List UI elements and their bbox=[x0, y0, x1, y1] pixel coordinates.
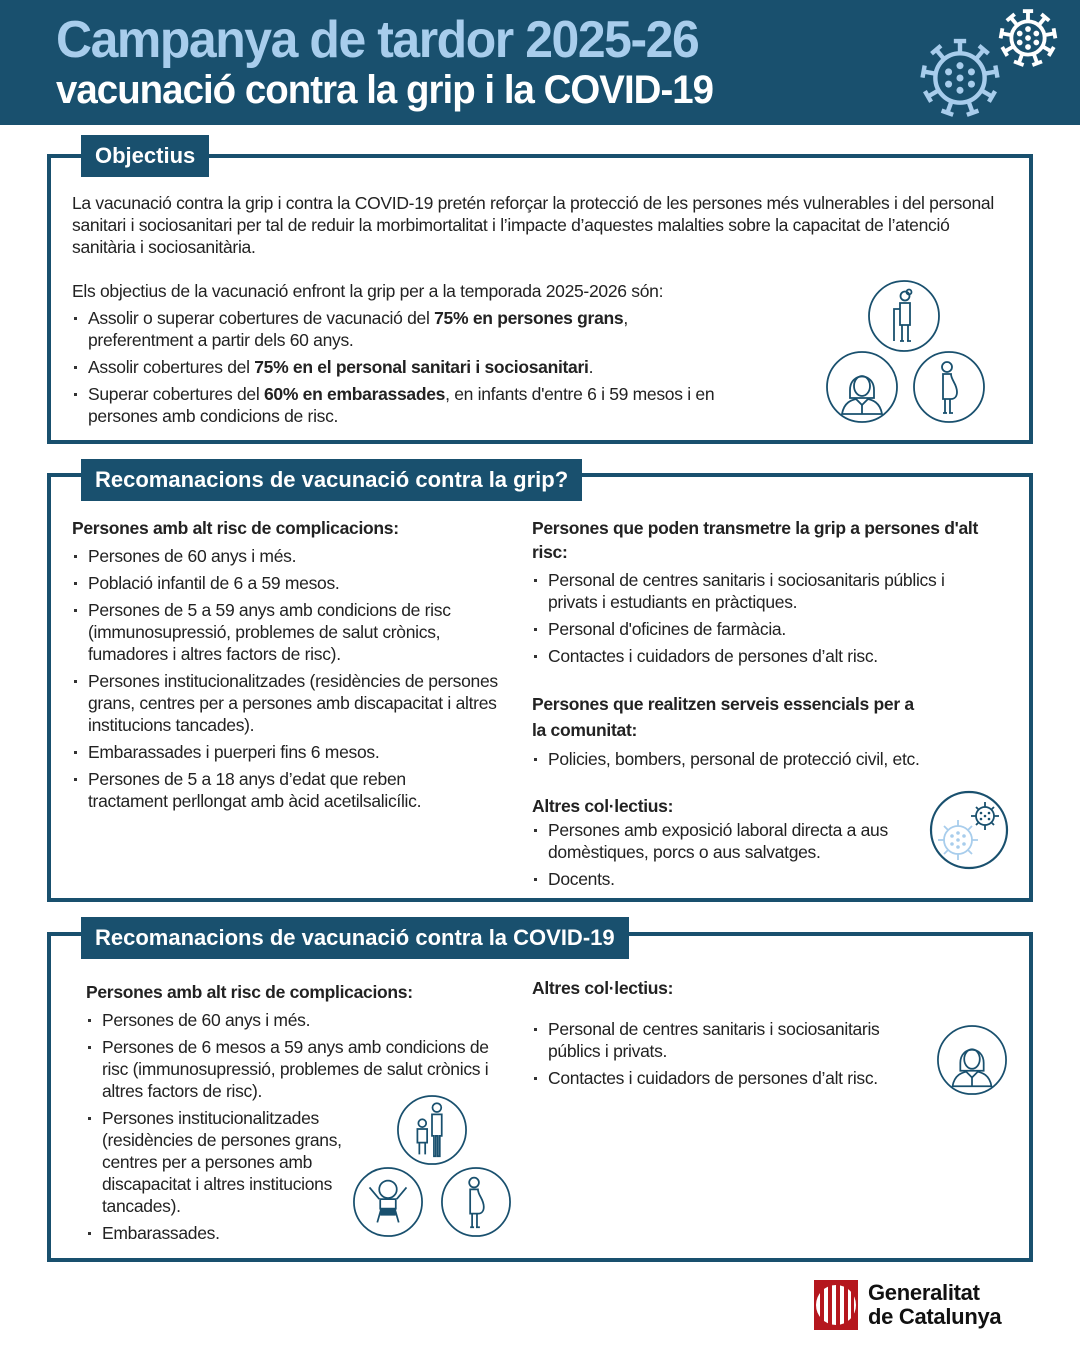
covid-title: Recomanacions de vacunació contra la COVID-19 bbox=[81, 917, 629, 959]
covid-right-heading: Altres col·lectius: bbox=[532, 978, 674, 998]
list-item: Contactes i cuidadors de persones d’alt risc. bbox=[532, 1067, 932, 1089]
baby-icon bbox=[352, 1166, 424, 1238]
list-item: Docents. bbox=[532, 868, 1002, 890]
objectius-list-block bbox=[72, 280, 812, 427]
list-item: Superar cobertures del 60% en embarassades, en infants d'entre 6 i 59 mesos i en persones amb condicions de risc. bbox=[72, 383, 772, 427]
grip-left-column bbox=[72, 516, 512, 812]
covid-right-list bbox=[532, 1018, 932, 1089]
list-item: Personal de centres sanitaris i sociosanitaris públics i privats. bbox=[532, 1018, 922, 1062]
list-item: Persones de 5 a 59 anys amb condicions de risc (immunosupressió, problemes de salut crònics, fumadores i altres factors de risc). bbox=[72, 599, 492, 665]
list-item: Persones de 5 a 18 anys d’edat que reben tractament perllongat amb àcid acetilsalicílic. bbox=[72, 768, 472, 812]
grip-left-list bbox=[72, 545, 512, 812]
grip-right-heading-2: Persones que realitzen serveis essencials per a la comunitat: bbox=[532, 694, 914, 740]
health-worker-icon bbox=[825, 350, 899, 424]
pregnant-woman-icon bbox=[912, 350, 986, 424]
generalitat-logo-text: Generalitat de Catalunya bbox=[868, 1280, 1002, 1329]
covid-left-heading: Persones amb alt risc de complicacions: bbox=[86, 982, 413, 1002]
list-item: Persones amb exposició laboral directa a aus domèstiques, porcs o aus salvatges. bbox=[532, 819, 902, 863]
virus-icon bbox=[928, 789, 1010, 871]
objectius-intro: La vacunació contra la grip i contra la COVID-19 pretén reforçar la protecció de les persones més vulnerables i del personal sanitari i sociosanitari per tal de reduir la morbimortalitat i l’impacte d’aquestes malalties sobre la capacitat de l’atenció sanitària i sociosanitària. bbox=[72, 193, 994, 257]
list-item: Policies, bombers, personal de protecció civil, etc. bbox=[532, 748, 1002, 770]
list-item: Contactes i cuidadors de persones d’alt risc. bbox=[532, 645, 1002, 667]
list-item: Embarassades i puerperi fins 6 mesos. bbox=[72, 741, 512, 763]
list-item: Persones institucionalitzades (residències de persones grans, centres per a persones amb discapacitat i altres institucions tancades). bbox=[86, 1107, 376, 1217]
grip-right-list-2 bbox=[532, 748, 1002, 770]
elderly-person-icon bbox=[867, 279, 941, 353]
list-item: Embarassades. bbox=[86, 1222, 526, 1244]
list-item: Persones institucionalitzades (residències de persones grans, centres per a persones amb discapacitat i altres institucions tancades). bbox=[72, 670, 500, 736]
health-worker-icon bbox=[936, 1024, 1008, 1096]
covid-right-column bbox=[532, 976, 932, 1089]
list-item: Personal de centres sanitaris i sociosanitaris públics i privats i estudiants en pràctiques. bbox=[532, 569, 992, 613]
virus-icon bbox=[996, 6, 1060, 70]
pregnant-woman-icon bbox=[440, 1166, 512, 1238]
grip-right-list-1 bbox=[532, 569, 1002, 667]
list-item: Persones de 6 mesos a 59 anys amb condicions de risc (immunosupressió, problemes de salut crònics i altres factors de risc). bbox=[86, 1036, 516, 1102]
list-item: Persones de 60 anys i més. bbox=[86, 1009, 526, 1031]
generalitat-logo-icon bbox=[814, 1280, 858, 1330]
grip-right-heading-3: Altres col·lectius: bbox=[532, 796, 674, 816]
objectius-list bbox=[72, 307, 812, 427]
list-item: Persones de 60 anys i més. bbox=[72, 545, 512, 567]
family-icon bbox=[396, 1094, 468, 1166]
grip-right-heading-1: Persones que poden transmetre la grip a persones d'alt risc: bbox=[532, 518, 979, 562]
objectius-lead: Els objectius de la vacunació enfront la grip per a la temporada 2025-2026 són: bbox=[72, 281, 664, 301]
objectius-title: Objectius bbox=[81, 135, 209, 177]
page-subtitle: vacunació contra la grip i la COVID-19 bbox=[56, 68, 714, 112]
virus-icon bbox=[916, 34, 1004, 122]
grip-title: Recomanacions de vacunació contra la grip? bbox=[81, 459, 582, 501]
page-title: Campanya de tardor 2025-26 bbox=[56, 11, 699, 69]
list-item: Assolir o superar cobertures de vacunació del 75% en persones grans, preferentment a partir dels 60 anys. bbox=[72, 307, 712, 351]
list-item: Personal d'oficines de farmàcia. bbox=[532, 618, 1002, 640]
grip-left-heading: Persones amb alt risc de complicacions: bbox=[72, 518, 399, 538]
list-item: Assolir cobertures del 75% en el personal sanitari i sociosanitari. bbox=[72, 356, 812, 378]
list-item: Població infantil de 6 a 59 mesos. bbox=[72, 572, 512, 594]
header-banner bbox=[0, 0, 1080, 125]
